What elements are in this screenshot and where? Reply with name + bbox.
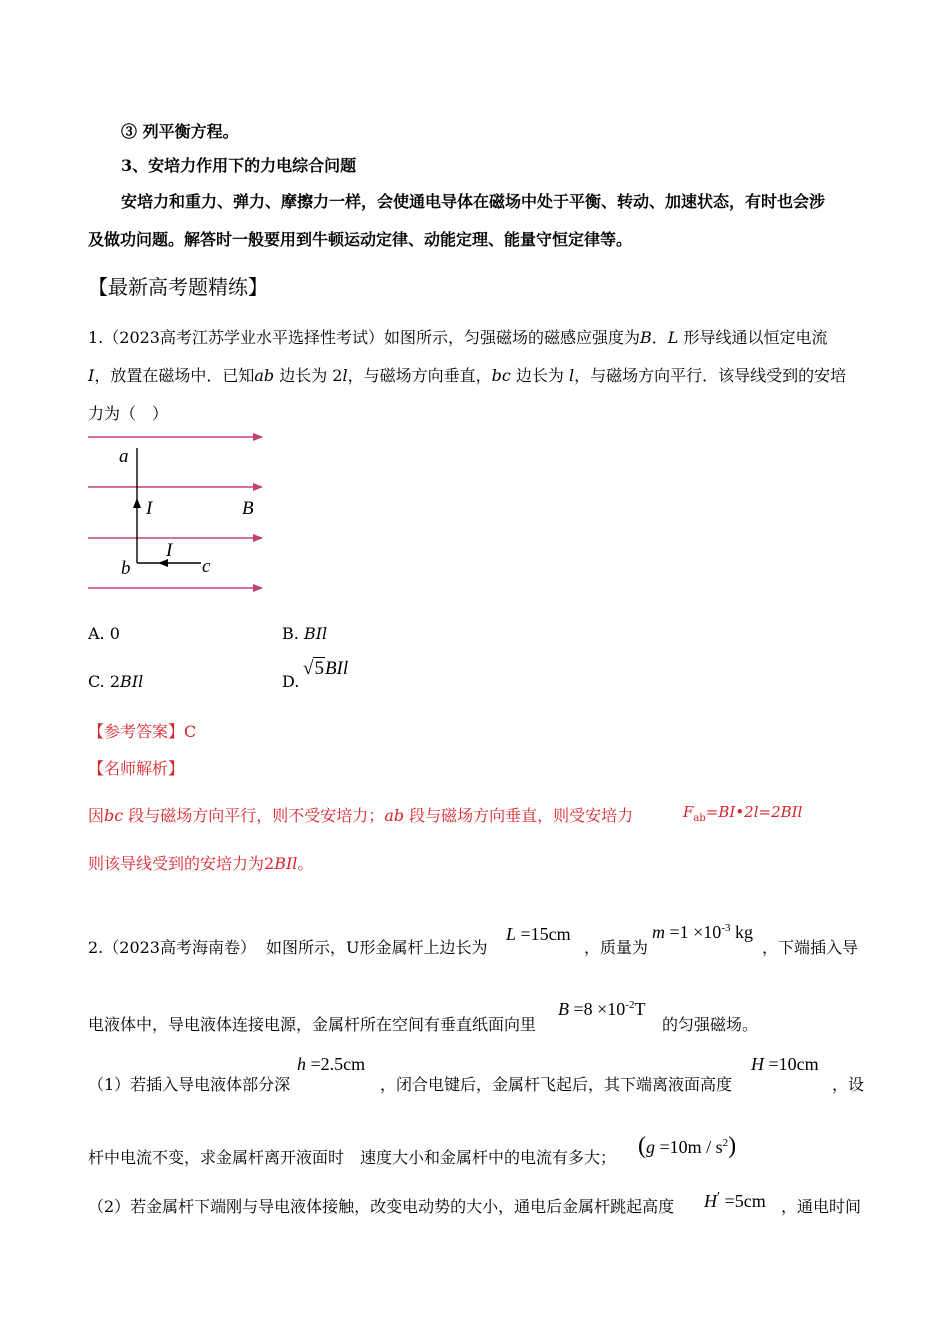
q1-text: 边长为 2 xyxy=(274,366,343,385)
q2-part1-end: ，设 xyxy=(832,1075,865,1094)
current-arrow-up xyxy=(133,498,141,508)
analysis-text: 段与磁场方向垂直，则受安培力 xyxy=(404,806,634,825)
q2-part1-start: （1）若插入导电液体部分深 xyxy=(88,1075,291,1094)
analysis-line2 xyxy=(88,851,313,874)
q1-text: ，放置在磁场中．已知 xyxy=(94,366,255,385)
answer-label: 【参考答案】C xyxy=(88,722,197,741)
exponent-B: -2 xyxy=(625,999,635,1011)
formula-H xyxy=(751,1054,819,1075)
value-m: =1 ×10 xyxy=(665,922,722,942)
analysis-text: 因 xyxy=(88,806,105,825)
formula-F: F xyxy=(683,803,694,821)
value-g: =10m / s xyxy=(655,1137,723,1157)
label-a: a xyxy=(119,446,129,467)
formula-subscript: ab xyxy=(693,813,706,824)
formula-B xyxy=(558,999,645,1020)
label-I-vertical: I xyxy=(146,498,153,519)
formula-m xyxy=(652,922,753,943)
q2-part1-middle: ，闭合电键后，金属杆飞起后，其下端离液面高度 xyxy=(380,1075,733,1094)
q2-text: 如图所示，U形金属杆上边长为 xyxy=(266,938,488,957)
analysis-label: 【名师解析】 xyxy=(88,759,185,778)
q2-number: 2. xyxy=(88,938,104,957)
prime-mark: ′ xyxy=(717,1190,721,1205)
paren-open: ( xyxy=(638,1133,646,1159)
unit-B: T xyxy=(634,999,646,1019)
value-B: =8 ×10 xyxy=(569,999,626,1019)
section-title: 【最新高考题精练】 xyxy=(88,275,268,299)
method-paragraph-line2: 及做功问题。解答时一般要用到牛顿运动定律、动能定理、能量守恒定律等。 xyxy=(88,230,633,249)
q1-text: ，与磁场方向平行．该导线受到的安培 xyxy=(574,366,847,385)
q1-symbol-ab: ab xyxy=(254,366,275,385)
label-c: c xyxy=(202,556,211,577)
q1-text: 形导线通以恒定电流 xyxy=(678,328,828,347)
step-3: ③ 列平衡方程。 xyxy=(121,122,239,141)
symbol-B: B xyxy=(558,999,569,1019)
analysis-result: BIl xyxy=(274,854,298,873)
q1-source: （2023高考江苏学业水平选择性考试） xyxy=(103,328,384,347)
analysis-symbol-ab: ab xyxy=(384,806,405,825)
q1-figure xyxy=(86,420,276,605)
q2-part1-line2: 杆中电流不变，求金属杆离开液面时 速度大小和金属杆中的电流有多大； xyxy=(88,1148,617,1167)
q1-symbol-B: B xyxy=(640,328,652,347)
option-d-formula xyxy=(303,658,348,680)
analysis-formula xyxy=(683,803,802,824)
exponent-g: 2 xyxy=(722,1137,729,1149)
q2-source: （2023高考海南卷） xyxy=(103,938,256,957)
q2-part2-start: （2）若金属杆下端刚与导电液体接触，改变电动势的大小，通电后金属杆跳起高度 xyxy=(88,1197,675,1216)
paren-close: ) xyxy=(728,1133,737,1159)
option-b xyxy=(282,624,327,643)
analysis-line1 xyxy=(88,803,633,826)
q1-symbol-l: l xyxy=(342,366,348,385)
option-c xyxy=(88,672,143,691)
q1-text: ，与磁场方向垂直， xyxy=(347,366,492,385)
q2-line2-end: 的匀强磁场。 xyxy=(662,1015,759,1034)
option-b-value: BIl xyxy=(303,624,328,643)
symbol-L: L xyxy=(506,924,517,944)
formula-equation: =BI•2l=2BIl xyxy=(705,803,803,821)
q1-line2 xyxy=(88,363,846,386)
analysis-text: 段与磁场方向平行，则不受安培力； xyxy=(123,806,385,825)
q1-symbol-I: I xyxy=(88,366,95,385)
formula-g xyxy=(638,1133,736,1160)
q1-symbol-L: L xyxy=(667,328,679,347)
q2-line2-start: 电液体中，导电液体连接电源，金属杆所在空间有垂直纸面向里 xyxy=(88,1015,537,1034)
q2-part2-end: ，通电时间 xyxy=(781,1197,862,1216)
option-d-value: BIl xyxy=(324,658,349,679)
label-B: B xyxy=(242,498,254,519)
q2-mass-label: ，质量为 xyxy=(584,938,649,957)
heading-3: 3、安培力作用下的力电综合问题 xyxy=(121,156,357,175)
value-H-prime: =5cm xyxy=(720,1191,766,1211)
q1-line3: 力为（ ） xyxy=(88,404,169,423)
symbol-m: m xyxy=(652,922,665,942)
q1-symbol-bc: bc xyxy=(491,366,511,385)
q1-text: 边长为 xyxy=(510,366,570,385)
option-d: D. xyxy=(282,672,300,691)
label-I-horizontal: I xyxy=(166,540,173,561)
analysis-text: 。 xyxy=(297,854,314,873)
label-b: b xyxy=(121,558,131,579)
q1-text: 如图所示，匀强磁场的磁感应强度为 xyxy=(384,328,641,347)
q2-line1-end: ，下端插入导 xyxy=(762,938,859,957)
formula-L xyxy=(506,924,571,945)
method-paragraph-line1: 安培力和重力、弹力、摩擦力一样，会使通电导体在磁场中处于平衡、转动、加速状态，有时也会涉 xyxy=(121,192,826,211)
analysis-text: 则该导线受到的安培力为2 xyxy=(88,854,275,873)
option-b-label: B. xyxy=(282,624,304,643)
unit-m: kg xyxy=(730,922,753,942)
q2-line1-start xyxy=(88,935,488,958)
formula-h xyxy=(297,1054,365,1075)
q1-symbol-l: l xyxy=(569,366,575,385)
option-a: A. 0 xyxy=(88,624,120,643)
option-c-label: C. 2 xyxy=(88,672,121,691)
symbol-H-prime: H xyxy=(704,1191,717,1211)
q1-number: 1. xyxy=(88,328,104,347)
q1-line1 xyxy=(88,325,828,348)
exponent-m: -3 xyxy=(721,922,731,934)
analysis-symbol-bc: bc xyxy=(104,806,124,825)
value-h: =2.5cm xyxy=(306,1054,366,1074)
symbol-g: g xyxy=(646,1137,655,1157)
formula-H-prime xyxy=(704,1190,766,1212)
q1-text: ． xyxy=(651,328,668,347)
symbol-H: H xyxy=(751,1054,764,1074)
option-c-value: BIl xyxy=(120,672,144,691)
sqrt-sign: √ xyxy=(303,658,314,679)
value-H: =10cm xyxy=(764,1054,819,1074)
symbol-h: h xyxy=(297,1054,306,1074)
sqrt-radicand: 5 xyxy=(314,658,324,679)
value-L: =15cm xyxy=(516,924,571,944)
